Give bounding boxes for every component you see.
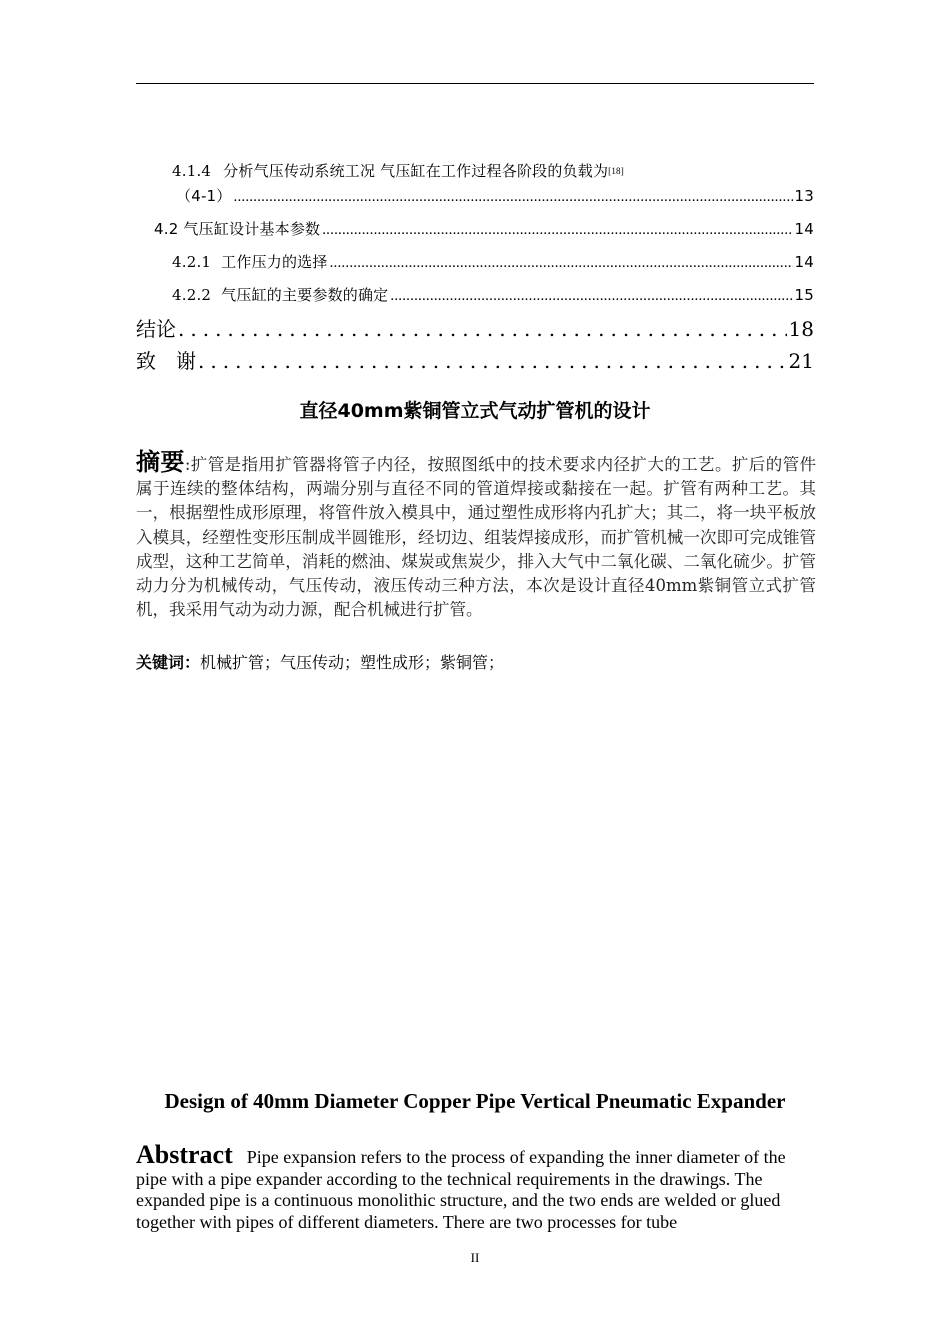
toc-leader — [322, 222, 792, 239]
keywords-label: 关键词： — [136, 653, 201, 672]
toc-entry-label: 4.2 气压缸设计基本参数 — [154, 220, 321, 238]
toc-page-number: 15 — [794, 286, 814, 304]
toc-leader — [330, 255, 793, 272]
toc-entry-number: 4.2.1 — [172, 253, 212, 271]
toc-entry-4-1-4-continued[interactable] — [136, 185, 814, 206]
chinese-title: 直径40mm紫铜管立式气动扩管机的设计 — [299, 400, 651, 422]
chinese-abstract — [136, 450, 816, 622]
toc-page-number: 21 — [788, 349, 814, 373]
toc-leader — [198, 349, 787, 373]
toc-entry-label: 气压缸的主要参数的确定 — [221, 286, 389, 304]
chinese-abstract-heading: 摘要 — [136, 448, 185, 476]
toc-entry-label: （4-1） — [176, 187, 232, 205]
toc-entry-number: 4.2.2 — [172, 286, 212, 304]
toc-entry-label: 致 谢 — [136, 349, 196, 373]
toc-leader — [234, 189, 793, 206]
english-abstract — [136, 1140, 814, 1233]
page-number: II — [470, 1250, 480, 1265]
toc-entry-conclusion[interactable] — [136, 313, 814, 342]
english-abstract-body: Pipe expansion refers to the process of expanding the inner diameter of the pipe with a pipe expander according to the technical requirements in the drawings. The expanded pipe is a continuous monolithic structure, and the two ends are welded or glued together with pipes of different diameters. There are two processes for tube — [136, 1147, 786, 1232]
english-abstract-heading: Abstract — [136, 1140, 233, 1169]
chinese-keywords — [136, 650, 504, 673]
header-rule — [136, 83, 814, 84]
toc-page-number: 13 — [794, 187, 814, 205]
toc-entry-4-2-1[interactable] — [136, 251, 814, 272]
chinese-abstract-body: :扩管是指用扩管器将管子内径，按照图纸中的技术要求内径扩大的工艺。扩后的管件属于连续的整体结构，两端分别与直径不同的管道焊接或黏接在一起。扩管有两种工艺。其一，根据塑性成形原理，将管件放入模具中，通过塑性成形将内孔扩大；其二，将一块平板放入模具，经塑性变形压制成半圆锥形，经切边、组装焊接成形，而扩管机械一次即可完成锥管成型，这种工艺简单，消耗的燃油、煤炭或焦炭少，排入大气中二氧化碳、二氧化硫少。扩管动力分为机械传动，气压传动，液压传动三种方法，本次是设计直径40mm紫铜管立式扩管机，我采用气动为动力源，配合机械进行扩管。 — [136, 455, 817, 620]
toc-leader — [178, 317, 787, 341]
toc-entry-label: 工作压力的选择 — [221, 253, 328, 271]
toc-leader — [390, 288, 792, 305]
toc-entry-acknowledgements[interactable] — [136, 345, 814, 374]
toc-entry-number: 4.1.4 — [172, 162, 212, 180]
toc-page-number: 18 — [788, 317, 814, 341]
toc-entry-4-1-4[interactable] — [136, 160, 814, 181]
toc-page-number: 14 — [794, 220, 814, 238]
keywords-list: 机械扩管；气压传动；塑性成形；紫铜管； — [200, 653, 505, 672]
english-title: Design of 40mm Diameter Copper Pipe Vertical Pneumatic Expander — [164, 1089, 786, 1113]
toc-entry-label: 分析气压传动系统工况 气压缸在工作过程各阶段的负载为 — [223, 162, 609, 180]
toc-entry-4-2-2[interactable] — [136, 284, 814, 305]
toc-page-number: 14 — [794, 253, 814, 271]
toc-entry-label: 结论 — [136, 317, 176, 341]
toc-entry-4-2[interactable] — [136, 218, 814, 239]
citation-ref: [18] — [608, 166, 624, 176]
